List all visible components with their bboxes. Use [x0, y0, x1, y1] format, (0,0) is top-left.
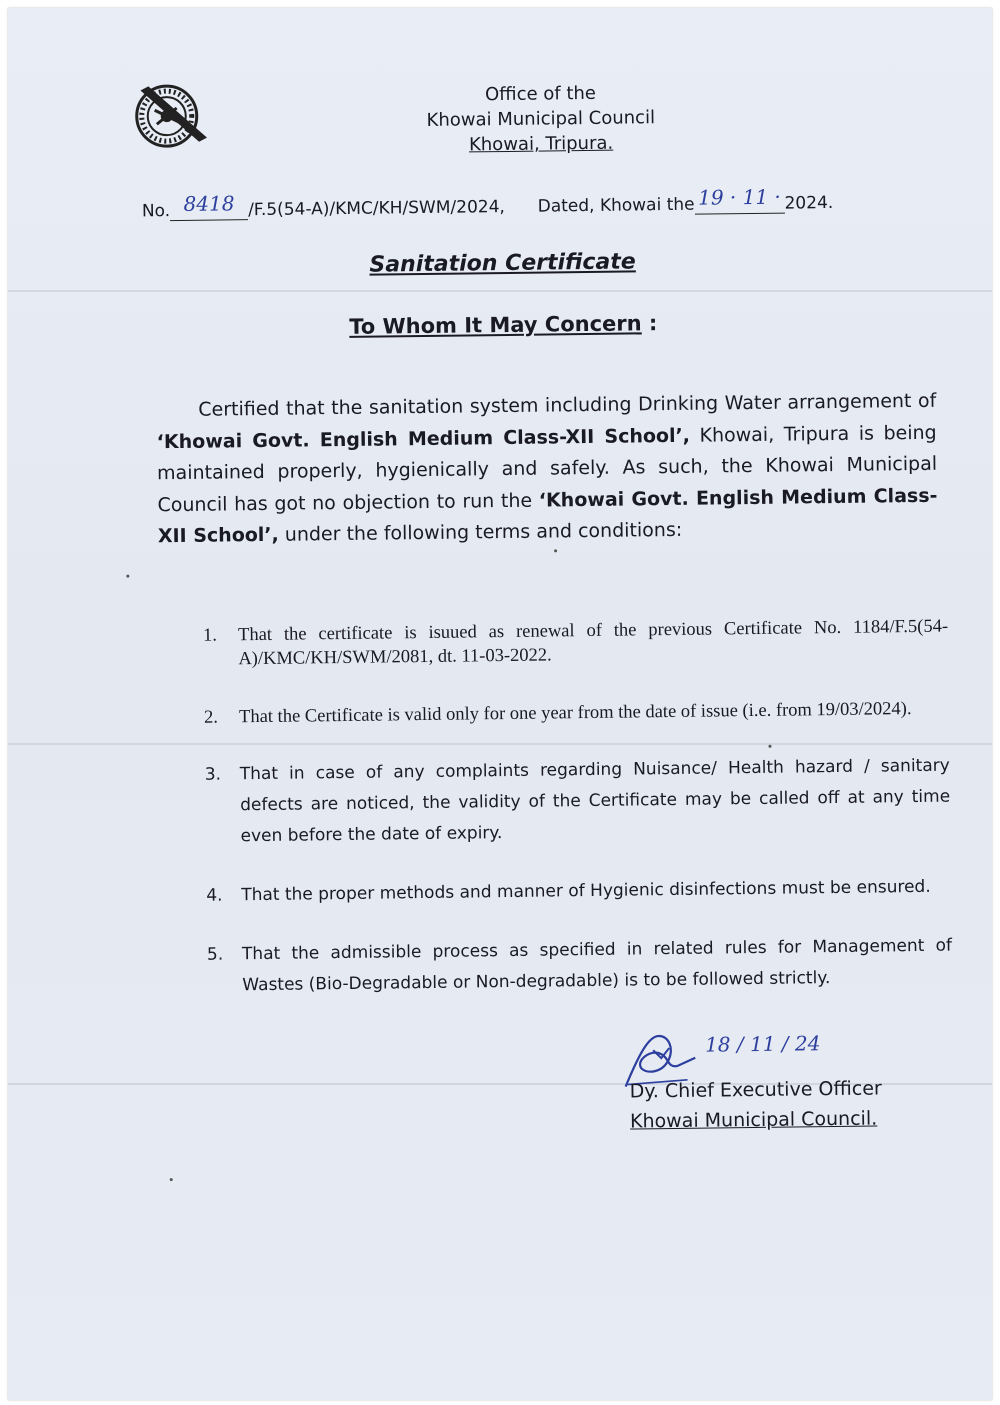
document-content	[8, 8, 992, 1400]
paper-speck	[126, 575, 129, 578]
term-item	[207, 931, 953, 1002]
reference-line	[141, 184, 834, 222]
term-text: That the admissible process as specified in related rules for Management of Wastes (Bio-Degradable or Non-degradable) is to be followed strictly.	[241, 935, 953, 996]
term-text: That in case of any complaints regarding Nuisance/ Health hazard / sanitary defects are noticed, the validity of the Certificate may be called off at any time even before the date of expiry.	[239, 755, 951, 847]
paper-speck	[170, 1178, 173, 1181]
term-text: That the proper methods and manner of Hygienic disinfections must be ensured.	[241, 876, 931, 906]
salutation	[8, 307, 992, 343]
certificate-body	[156, 386, 938, 553]
certificate-title: Sanitation Certificate	[369, 249, 636, 278]
date-handwritten: 19 · 11 ·	[697, 184, 781, 210]
term-item	[206, 872, 951, 912]
term-text: That the certificate is isuued as renewal of the previous Certificate No. 1184/F.5(54-A)/KMC/KH/SWM/2081, dt. 11-03-2022.	[237, 616, 949, 670]
term-text: That the Certificate is valid only for one year from the date of issue (i.e. from 19/03/2024).	[238, 699, 912, 728]
dated-label: Dated, Khowai the	[537, 194, 695, 217]
council-seal-logo	[128, 76, 209, 157]
ref-number-blank	[170, 191, 248, 221]
date-blank	[694, 184, 784, 215]
paper-speck	[554, 549, 557, 552]
school-name-2: ‘Khowai Govt. English Medium Class-XII School’,	[157, 484, 938, 548]
designation-office: Khowai Municipal Council.	[629, 1107, 878, 1133]
term-number: 5.	[206, 944, 224, 965]
paper-speck	[768, 745, 771, 748]
ref-prefix: No.	[141, 201, 171, 222]
terms-list	[203, 615, 953, 1036]
term-item	[203, 615, 949, 672]
term-item	[205, 751, 951, 853]
term-number: 1.	[202, 625, 218, 646]
ref-number-handwritten: 8418	[183, 191, 235, 216]
body-text-1: Certified that the sanitation system including Drinking Water arrangement of	[198, 389, 937, 421]
signature-block	[617, 1025, 918, 1139]
term-item	[204, 697, 949, 730]
school-name-1: ‘Khowai Govt. English Medium Class-XII School’,	[156, 424, 691, 453]
designation	[630, 1073, 883, 1136]
office-header	[380, 80, 701, 159]
salutation-text: To Whom It May Concern	[349, 311, 642, 339]
signature-date-handwritten: 18 / 11 / 24	[704, 1031, 821, 1057]
office-line-3: Khowai, Tripura.	[468, 132, 614, 156]
term-number: 3.	[204, 764, 222, 785]
designation-title: Dy. Chief Executive Officer	[629, 1077, 882, 1103]
term-number: 2.	[203, 707, 219, 728]
body-text-2: Khowai, Tripura is being maintained properly, hygienically and safely. As such, the Khowai Municipal Council has got no objection to run the	[156, 421, 938, 516]
date-year: 2024.	[784, 192, 834, 214]
ref-suffix: /F.5(54-A)/KMC/KH/SWM/2024,	[248, 197, 505, 221]
office-line-2: Khowai Municipal Council	[426, 107, 656, 131]
office-line-1: Office of the	[484, 82, 597, 106]
salutation-colon: :	[641, 311, 658, 336]
term-number: 4.	[206, 885, 223, 906]
body-text-3: under the following terms and conditions:	[278, 518, 683, 546]
document-page	[8, 8, 992, 1400]
